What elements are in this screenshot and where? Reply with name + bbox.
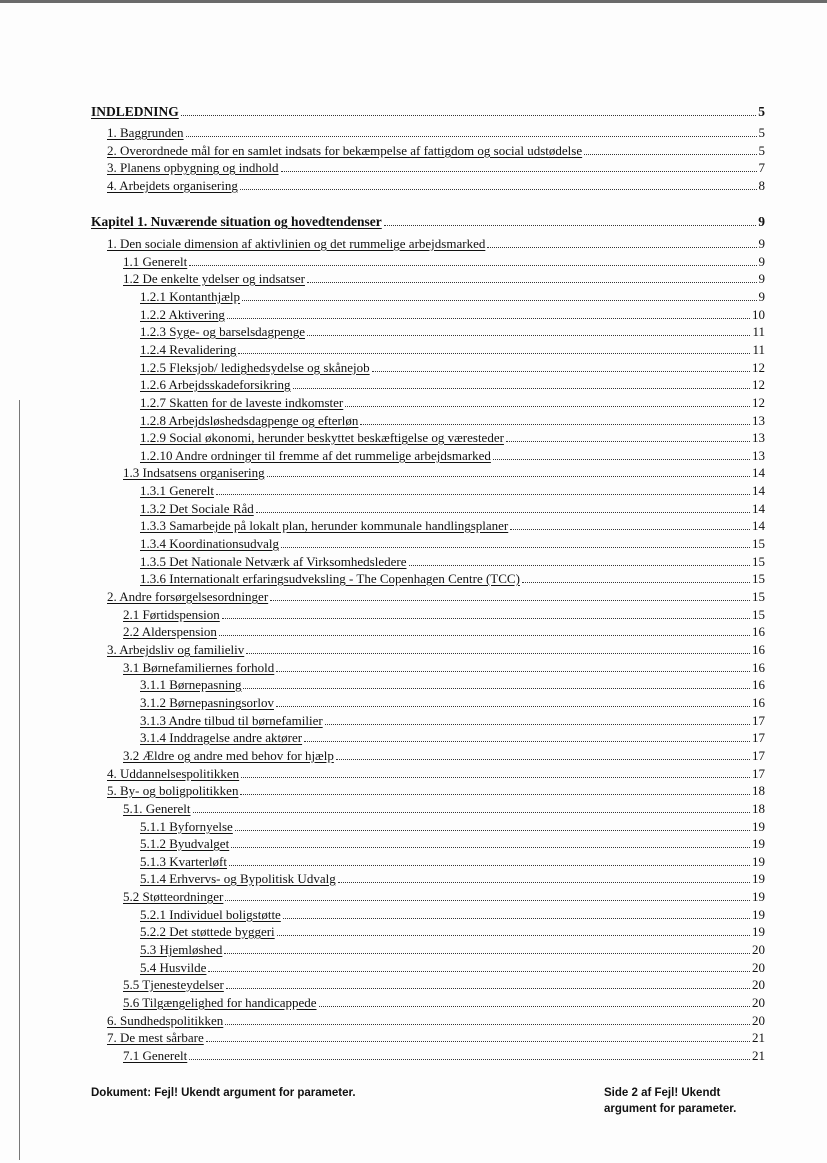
toc-entry-page: 19 xyxy=(752,871,765,886)
toc-dot-leader xyxy=(216,494,750,495)
toc-entry-title: 3.1.4 Inddragelse andre aktører xyxy=(140,730,303,745)
toc-entry-title: 6. Sundhedspolitikken xyxy=(107,1013,224,1028)
toc-entry[interactable] xyxy=(123,624,765,640)
toc-dot-leader xyxy=(307,282,757,283)
toc-entry[interactable] xyxy=(140,501,765,517)
toc-entry[interactable] xyxy=(123,1048,765,1064)
toc-entry[interactable] xyxy=(123,801,765,817)
toc-entry-title: 7.1 Generelt xyxy=(123,1048,188,1063)
toc-entry[interactable] xyxy=(140,960,765,976)
toc-entry-page: 16 xyxy=(752,642,765,657)
toc-entry[interactable] xyxy=(91,104,765,120)
toc-dot-leader xyxy=(224,953,750,954)
toc-entry-title: 7. De mest sårbare xyxy=(107,1030,204,1045)
toc-entry-page: 11 xyxy=(752,342,765,357)
toc-entry[interactable] xyxy=(107,1030,765,1046)
toc-entry-title: 1.2.1 Kontanthjælp xyxy=(140,289,241,304)
toc-dot-leader xyxy=(283,918,750,919)
toc-entry-page: 10 xyxy=(752,307,765,322)
toc-entry[interactable] xyxy=(140,819,765,835)
toc-entry[interactable] xyxy=(140,360,765,376)
toc-entry-title: 1.2.6 Arbejdsskadeforsikring xyxy=(140,377,291,392)
toc-entry-page: 5 xyxy=(758,125,765,140)
toc-entry-title: 5.1. Generelt xyxy=(123,801,191,816)
toc-entry-title: 5.1.2 Byudvalget xyxy=(140,836,230,851)
toc-entry-page: 16 xyxy=(752,677,765,692)
toc-dot-leader xyxy=(229,865,750,866)
toc-dot-leader xyxy=(189,1059,750,1060)
toc-entry-title: 3.1.2 Børnepasningsorlov xyxy=(140,695,274,710)
toc-entry-page: 18 xyxy=(752,801,765,816)
toc-entry-page: 9 xyxy=(758,271,765,286)
toc-entry[interactable] xyxy=(140,413,765,429)
toc-entry-title: 1.3.1 Generelt xyxy=(140,483,215,498)
toc-entry-page: 16 xyxy=(752,695,765,710)
toc-dot-leader xyxy=(319,1006,750,1007)
toc-entry-page: 12 xyxy=(752,360,765,375)
toc-entry-page: 8 xyxy=(758,178,765,193)
toc-entry-title: INDLEDNING xyxy=(91,104,179,119)
toc-entry-title: 1. Den sociale dimension af aktivlinien og det rummelige arbejdsmarked xyxy=(107,236,486,251)
toc-entry-page: 15 xyxy=(752,607,765,622)
toc-entry-page: 18 xyxy=(752,783,765,798)
toc-entry-page: 19 xyxy=(752,924,765,939)
toc-entry-title: 5.2.1 Individuel boligstøtte xyxy=(140,907,281,922)
toc-dot-leader xyxy=(219,635,750,636)
toc-dot-leader xyxy=(281,171,757,172)
toc-entry-title: 1.3.2 Det Sociale Råd xyxy=(140,501,254,516)
footer-page-value: Fejl! Ukendt argument for parameter. xyxy=(604,1087,737,1115)
toc-dot-leader xyxy=(267,476,750,477)
toc-entry-title: 1.3 Indsatsens organisering xyxy=(123,465,265,480)
toc-entry-title: 3. Planens opbygning og indhold xyxy=(107,160,279,175)
toc-entry[interactable] xyxy=(140,942,765,958)
toc-entry-page: 11 xyxy=(752,324,765,339)
toc-dot-leader xyxy=(226,988,750,989)
toc-dot-leader xyxy=(240,794,750,795)
toc-dot-leader xyxy=(222,618,750,619)
toc-entry[interactable] xyxy=(140,713,765,729)
toc-entry[interactable] xyxy=(107,178,765,194)
toc-entry[interactable] xyxy=(107,236,765,252)
toc-entry-title: 3.2 Ældre og andre med behov for hjælp xyxy=(123,748,334,763)
toc-dot-leader xyxy=(493,459,750,460)
toc-dot-leader xyxy=(325,724,750,725)
toc-entry-page: 15 xyxy=(752,589,765,604)
toc-dot-leader xyxy=(181,115,756,116)
toc-entry-page: 9 xyxy=(758,254,765,269)
toc-entry-page: 17 xyxy=(752,748,765,763)
toc-entry-title: 1.1 Generelt xyxy=(123,254,188,269)
toc-entry-title: 1.2.8 Arbejdsløshedsdagpenge og efterløn xyxy=(140,413,359,428)
toc-entry[interactable] xyxy=(107,1013,765,1029)
toc-dot-leader xyxy=(276,671,750,672)
toc-entry-page: 16 xyxy=(752,660,765,675)
toc-entry[interactable] xyxy=(107,125,765,141)
toc-entry[interactable] xyxy=(140,677,765,693)
toc-entry-page: 9 xyxy=(758,236,765,251)
toc-entry[interactable] xyxy=(140,695,765,711)
toc-entry[interactable] xyxy=(140,307,765,323)
toc-dot-leader xyxy=(277,935,750,936)
toc-entry[interactable] xyxy=(140,395,765,411)
toc-entry-page: 5 xyxy=(758,143,765,158)
toc-entry-page: 16 xyxy=(752,624,765,639)
toc-entry-page: 15 xyxy=(752,554,765,569)
toc-entry-page: 20 xyxy=(752,960,765,975)
toc-entry-page: 14 xyxy=(752,501,765,516)
toc-entry-title: 5.1.1 Byfornyelse xyxy=(140,819,233,834)
toc-entry[interactable] xyxy=(123,271,765,287)
toc-dot-leader xyxy=(241,777,750,778)
toc-entry-title: 5.2 Støtteordninger xyxy=(123,889,224,904)
toc-entry[interactable] xyxy=(140,907,765,923)
toc-entry[interactable] xyxy=(140,377,765,393)
toc-entry-title: 5.5 Tjenesteydelser xyxy=(123,977,224,992)
toc-entry-page: 12 xyxy=(752,395,765,410)
toc-entry[interactable] xyxy=(107,589,765,605)
toc-entry[interactable] xyxy=(140,430,765,446)
footer-document-value: Fejl! Ukendt argument for parameter. xyxy=(154,1087,356,1099)
toc-entry-title: 1.2.3 Syge- og barselsdagpenge xyxy=(140,324,305,339)
toc-dot-leader xyxy=(270,600,750,601)
toc-entry-title: 4. Arbejdets organisering xyxy=(107,178,238,193)
toc-entry[interactable] xyxy=(107,783,765,799)
toc-entry-page: 19 xyxy=(752,854,765,869)
toc-entry[interactable] xyxy=(140,483,765,499)
toc-entry[interactable] xyxy=(107,160,765,176)
toc-entry-title: 1.2.9 Social økonomi, herunder beskyttet beskæftigelse og væresteder xyxy=(140,430,504,445)
toc-entry-title: 1.3.5 Det Nationale Netværk af Virksomhedsledere xyxy=(140,554,407,569)
footer-page-number xyxy=(604,1085,764,1117)
toc-dot-leader xyxy=(409,565,751,566)
toc-entry-page: 14 xyxy=(752,465,765,480)
toc-dot-leader xyxy=(243,688,750,689)
toc-entry-page: 20 xyxy=(752,1013,765,1028)
toc-entry-title: 5.3 Hjemløshed xyxy=(140,942,223,957)
toc-entry-page: 20 xyxy=(752,977,765,992)
toc-entry-title: 1.2.2 Aktivering xyxy=(140,307,225,322)
toc-dot-leader xyxy=(307,335,750,336)
toc-entry-title: 3. Arbejdsliv og familieliv xyxy=(107,642,245,657)
toc-entry-title: 1.2.4 Revalidering xyxy=(140,342,237,357)
toc-entry[interactable] xyxy=(107,766,765,782)
toc-entry-page: 15 xyxy=(752,571,765,586)
toc-dot-leader xyxy=(235,830,750,831)
toc-entry[interactable] xyxy=(107,143,765,159)
toc-entry-title: 4. Uddannelsespolitikken xyxy=(107,766,240,781)
toc-dot-leader xyxy=(231,847,750,848)
toc-entry[interactable] xyxy=(123,977,765,993)
toc-entry-page: 19 xyxy=(752,836,765,851)
toc-dot-leader xyxy=(304,741,750,742)
toc-dot-leader xyxy=(293,388,750,389)
toc-entry[interactable] xyxy=(140,730,765,746)
toc-dot-leader xyxy=(193,812,750,813)
toc-entry-title: 1. Baggrunden xyxy=(107,125,184,140)
toc-dot-leader xyxy=(360,424,750,425)
toc-dot-leader xyxy=(345,406,750,407)
scan-edge-left xyxy=(19,400,20,1160)
toc-dot-leader xyxy=(189,265,756,266)
toc-dot-leader xyxy=(186,136,757,137)
toc-entry-page: 19 xyxy=(752,819,765,834)
toc-dot-leader xyxy=(487,247,756,248)
toc-dot-leader xyxy=(240,189,757,190)
toc-entry-page: 21 xyxy=(752,1048,765,1063)
footer-document xyxy=(91,1085,431,1101)
toc-entry[interactable] xyxy=(123,607,765,623)
toc-entry-page: 17 xyxy=(752,766,765,781)
toc-entry[interactable] xyxy=(140,854,765,870)
toc-entry[interactable] xyxy=(140,571,765,587)
toc-entry-title: 3.1.1 Børnepasning xyxy=(140,677,242,692)
toc-dot-leader xyxy=(256,512,750,513)
toc-dot-leader xyxy=(238,353,750,354)
toc-entry[interactable] xyxy=(140,324,765,340)
toc-entry-title: 1.3.4 Koordinationsudvalg xyxy=(140,536,280,551)
toc-entry[interactable] xyxy=(140,448,765,464)
toc-entry-page: 9 xyxy=(758,214,765,229)
toc-entry-page: 13 xyxy=(752,448,765,463)
toc-dot-leader xyxy=(225,900,750,901)
toc-dot-leader xyxy=(510,529,750,530)
toc-entry-title: 5. By- og boligpolitikken xyxy=(107,783,239,798)
toc-entry[interactable] xyxy=(123,465,765,481)
toc-entry[interactable] xyxy=(123,748,765,764)
toc-entry-title: 1.2.7 Skatten for de laveste indkomster xyxy=(140,395,344,410)
toc-dot-leader xyxy=(281,547,750,548)
toc-entry[interactable] xyxy=(123,995,765,1011)
toc-entry[interactable] xyxy=(140,342,765,358)
toc-entry[interactable] xyxy=(140,518,765,534)
toc-entry[interactable] xyxy=(91,214,765,230)
toc-entry-title: 2. Overordnede mål for en samlet indsats for bekæmpelse af fattigdom og social udstødelse xyxy=(107,143,583,158)
toc-entry-page: 14 xyxy=(752,518,765,533)
toc-entry-page: 13 xyxy=(752,413,765,428)
toc-dot-leader xyxy=(338,882,750,883)
toc-entry-page: 15 xyxy=(752,536,765,551)
toc-entry-title: 5.1.4 Erhvervs- og Bypolitisk Udvalg xyxy=(140,871,336,886)
toc-entry-title: 2. Andre forsørgelsesordninger xyxy=(107,589,269,604)
toc-entry[interactable] xyxy=(140,536,765,552)
toc-entry-title: 1.2.5 Fleksjob/ ledighedsydelse og skånejob xyxy=(140,360,370,375)
toc-entry-title: 3.1 Børnefamiliernes forhold xyxy=(123,660,275,675)
toc-dot-leader xyxy=(208,971,750,972)
toc-entry[interactable] xyxy=(123,660,765,676)
toc-entry[interactable] xyxy=(140,836,765,852)
toc-entry[interactable] xyxy=(140,871,765,887)
toc-entry-title: 2.2 Alderspension xyxy=(123,624,217,639)
toc-entry-title: 5.2.2 Det støttede byggeri xyxy=(140,924,275,939)
toc-entry-page: 21 xyxy=(752,1030,765,1045)
toc-entry-title: 3.1.3 Andre tilbud til børnefamilier xyxy=(140,713,323,728)
toc-entry-page: 20 xyxy=(752,942,765,957)
scan-edge-top xyxy=(0,0,827,3)
toc-entry[interactable] xyxy=(107,642,765,658)
toc-entry-title: Kapitel 1. Nuværende situation og hovedtendenser xyxy=(91,214,382,229)
toc-dot-leader xyxy=(227,318,750,319)
toc-dot-leader xyxy=(384,225,756,226)
toc-dot-leader xyxy=(246,653,750,654)
toc-entry-page: 17 xyxy=(752,730,765,745)
toc-dot-leader xyxy=(206,1041,750,1042)
toc-entry-page: 20 xyxy=(752,995,765,1010)
toc-entry-page: 13 xyxy=(752,430,765,445)
toc-entry-page: 12 xyxy=(752,377,765,392)
toc-entry[interactable] xyxy=(123,254,765,270)
toc-entry-title: 1.3.6 Internationalt erfaringsudveksling - The Copenhagen Centre (TCC) xyxy=(140,571,520,586)
toc-entry[interactable] xyxy=(140,554,765,570)
toc-dot-leader xyxy=(522,582,750,583)
footer-document-label: Dokument: xyxy=(91,1087,152,1099)
footer-page-label: Side 2 af xyxy=(604,1087,652,1099)
toc-dot-leader xyxy=(276,706,750,707)
toc-entry-page: 7 xyxy=(758,160,765,175)
toc-entry[interactable] xyxy=(140,924,765,940)
toc-entry[interactable] xyxy=(140,289,765,305)
toc-entry-page: 5 xyxy=(758,104,765,119)
toc-entry-page: 19 xyxy=(752,907,765,922)
toc-entry-page: 17 xyxy=(752,713,765,728)
toc-dot-leader xyxy=(584,154,756,155)
toc-entry-title: 5.1.3 Kvarterløft xyxy=(140,854,228,869)
toc-entry-title: 5.4 Husvilde xyxy=(140,960,207,975)
toc-entry-title: 5.6 Tilgængelighed for handicappede xyxy=(123,995,317,1010)
toc-entry-page: 14 xyxy=(752,483,765,498)
toc-dot-leader xyxy=(372,371,750,372)
toc-dot-leader xyxy=(336,759,750,760)
toc-entry-page: 9 xyxy=(758,289,765,304)
toc-entry-title: 1.2 De enkelte ydelser og indsatser xyxy=(123,271,305,286)
toc-dot-leader xyxy=(506,441,750,442)
toc-entry-page: 19 xyxy=(752,889,765,904)
toc-entry-title: 1.3.3 Samarbejde på lokalt plan, herunder kommunale handlingsplaner xyxy=(140,518,509,533)
toc-entry-title: 2.1 Førtidspension xyxy=(123,607,220,622)
toc-entry-title: 1.2.10 Andre ordninger til fremme af det rummelige arbejdsmarked xyxy=(140,448,491,463)
toc-entry[interactable] xyxy=(123,889,765,905)
toc-dot-leader xyxy=(242,300,756,301)
toc-dot-leader xyxy=(225,1024,750,1025)
